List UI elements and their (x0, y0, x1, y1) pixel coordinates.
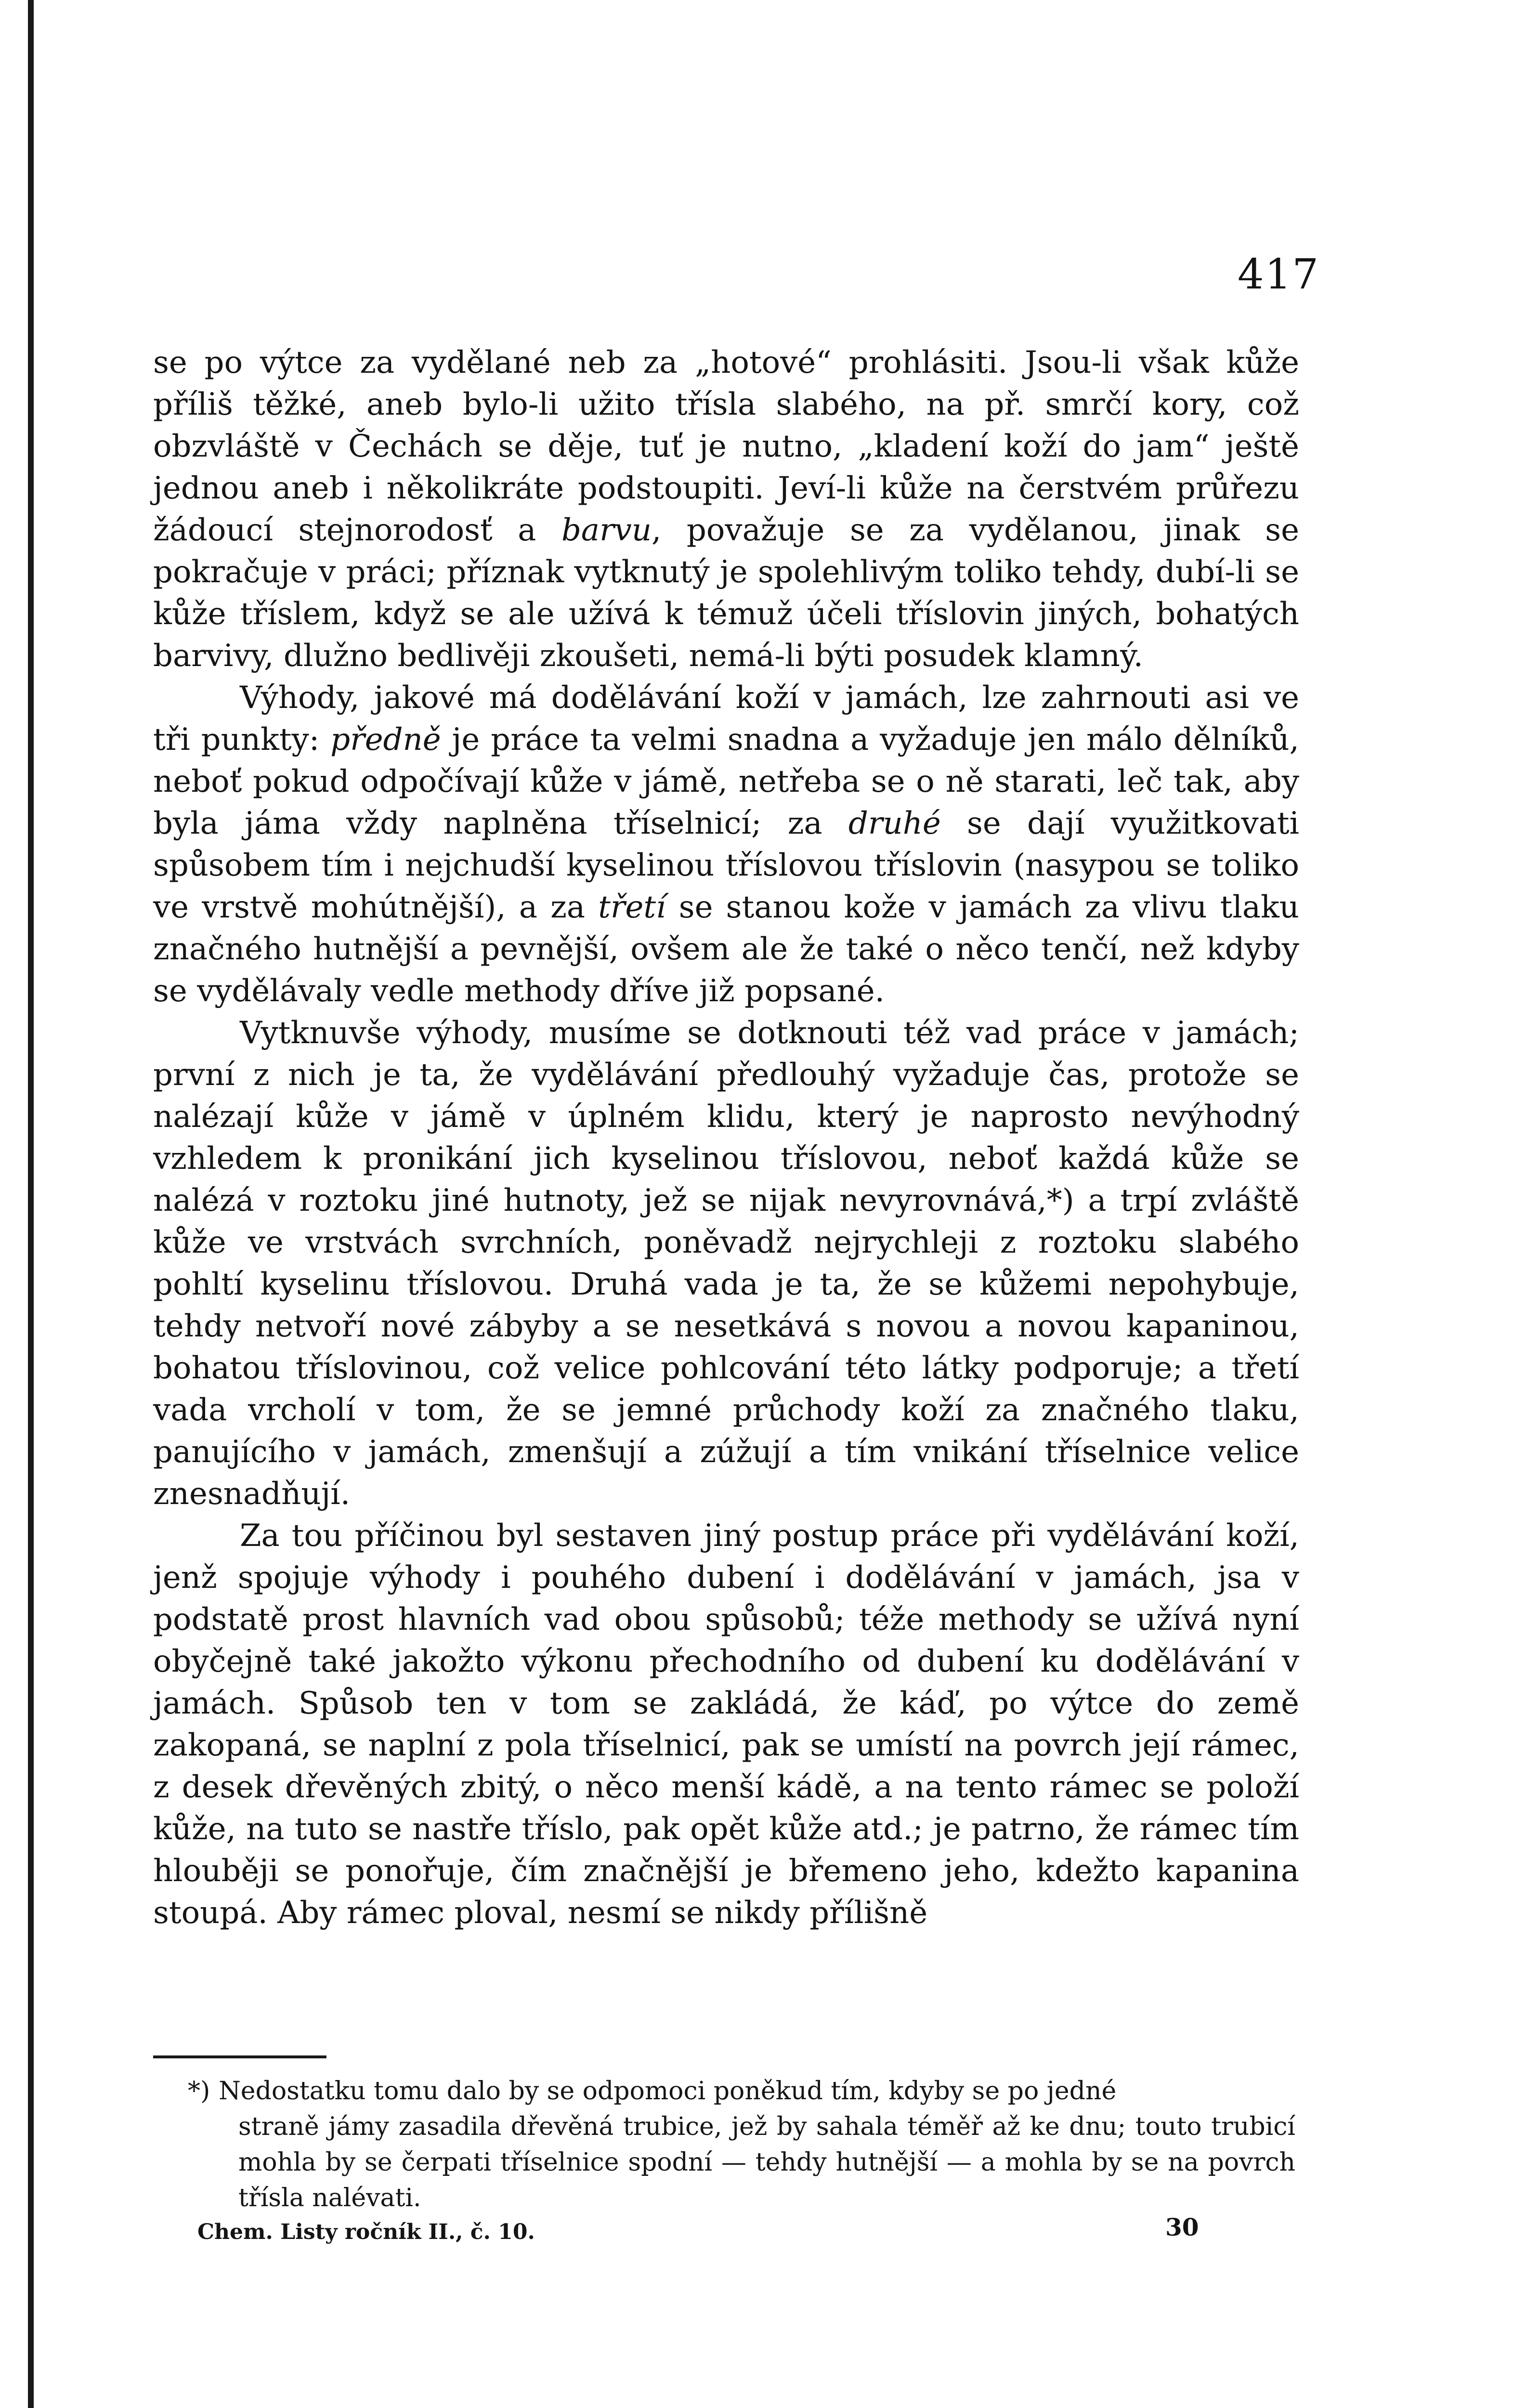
paragraph-2 (153, 677, 1299, 1012)
paragraph-2-part-3: se dají využitkovati spůsobem tím i nejchudší kyselinou tříslovou tříslovin (nasypou se toliko ve vrstvě mohútnější), a za (153, 806, 1299, 925)
footnote-mark: *) (188, 2077, 210, 2106)
paragraph-3 (153, 1012, 1299, 1515)
paragraph-4-text: Za tou příčinou byl sestaven jiný postup práce při vydělávání koží, jenž spojuje výhody i pouhého dubení i dodělávání v jamách, jsa v podstatě prost hlavních vad obou spůsobů; téže methody se užívá nyní obyčejně také jakožto výkonu přechodního od dubení ku dodělávání v jamách. Spůsob ten v tom se zakládá, že káď, po výtce do země zakopaná, se naplní z pola tříselnicí, pak se umístí na povrch její rámec, z desek dřevěných zbitý, o něco menší kádě, a na tento rámec se položí kůže, na tuto se nastře tříslo, pak opět kůže atd.; je patrno, že rámec tím hlouběji se ponořuje, čím značnější je břemeno jeho, kdežto kapanina stoupá. Aby rámec ploval, nesmí se nikdy přílišně (153, 1518, 1299, 1931)
footnote-divider (153, 2055, 326, 2058)
footnote-continuation: straně jámy zasadila dřevěná trubice, jež by sahala téměř až ke dnu; touto trubicí mohla by se čerpati tříselnice spodní — tehdy hutnější — a mohla by se na povrch třísla nalévati. (238, 2112, 1295, 2212)
journal-imprint: Chem. Listy ročník II., č. 10. (197, 2220, 535, 2244)
body-text (153, 342, 1299, 1934)
footnote (188, 2073, 1295, 2216)
paragraph-1 (153, 342, 1299, 677)
page-edge-rule (28, 0, 34, 2408)
paragraph-2-part-2: je práce ta velmi snadna a vyžaduje jen málo dělníků, neboť pokud odpočívají kůže v jámě, netřeba se o ně starati, leč tak, aby byla jáma vždy naplněna tříselnicí; za (153, 722, 1300, 841)
paragraph-2-part-1: Výhody, jakové má dodělávání koží v jamách, lze zahrnouti asi ve tři punkty: (153, 680, 1299, 758)
paragraph-1-emphasis-barvu: barvu (561, 512, 652, 548)
paragraph-2-part-4: se stanou kože v jamách za vlivu tlaku značného hutnější a pevnější, ovšem ale že také o něco tenčí, než kdyby se vydělávaly vedle methody dříve již popsané. (153, 890, 1300, 1009)
paragraph-2-emphasis-treti: třetí (598, 890, 666, 925)
paragraph-2-emphasis-predne: předně (330, 722, 441, 758)
paragraph-1-part-1: se po výtce za vydělané neb za „hotové“ prohlásiti. Jsou-li však kůže příliš těžké, aneb bylo-li užito třísla slabého, na př. smrčí kory, což obzvláště v Čechách se děje, tuť je nutno, „kladení koží do jam“ ještě jednou aneb i několikráte podstoupiti. Jeví-li kůže na čerstvém průřezu žádoucí stejnorodosť a (153, 345, 1299, 548)
paragraph-3-text: Vytknuvše výhody, musíme se dotknouti též vad práce v jamách; první z nich je ta, že vydělávání předlouhý vyžaduje čas, protože se nalézají kůže v jámě v úplném klidu, který je naprosto nevýhodný vzhledem k pronikání jich kyselinou tříslovou, neboť každá kůže se nalézá v roztoku jiné hutnoty, jež se nijak nevyrovnává,*) a trpí zvláště kůže ve vrstvách svrchních, poněvadž nejrychleji z roztoku slabého pohltí kyselinu tříslovou. Druhá vada je ta, že se kůžemi nepohybuje, tehdy netvoří nové zábyby a se nesetkává s novou a novou kapaninou, bohatou tříslovinou, což velice pohlcování této látky podporuje; a třetí vada vrcholí v tom, že se jemné průchody koží za značného tlaku, panujícího v jamách, zmenšují a zúžují a tím vnikání tříselnice velice znesnadňují. (153, 1015, 1299, 1512)
paragraph-2-emphasis-druhe: druhé (848, 806, 941, 841)
paragraph-4 (153, 1515, 1299, 1934)
printer-signature: 30 (1165, 2213, 1199, 2241)
footnote-first-line: Nedostatku tomu dalo by se odpomoci poněkud tím, kdyby se po jedné (219, 2077, 1117, 2106)
page-number: 417 (1238, 250, 1320, 299)
paragraph-1-part-2: , považuje se za vydělanou, jinak se pokračuje v práci; příznak vytknutý je spolehlivým toliko tehdy, dubí-li se kůže tříslem, když se ale užívá k témuž účeli tříslovin jiných, bohatých barvivy, dlužno bedlivěji zkoušeti, nemá-li býti posudek klamný. (153, 512, 1300, 674)
